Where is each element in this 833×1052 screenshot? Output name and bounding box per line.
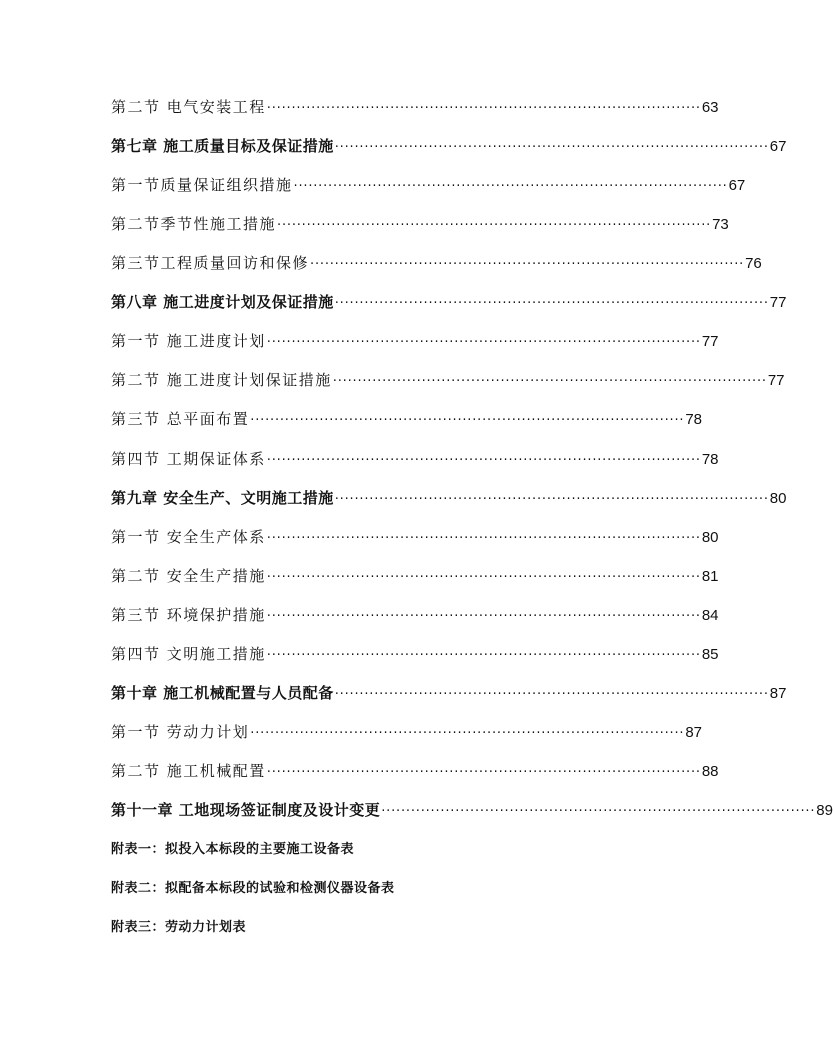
- leader-dots: ························································································: [334, 687, 769, 702]
- toc-entry-title: 第三节 环境保护措施: [111, 606, 266, 624]
- appendix-title: 附表二：拟配备本标段的试验和检测仪器设备表: [111, 881, 395, 896]
- toc-entry[interactable]: [111, 527, 719, 549]
- toc-entry-title: 第二节 施工进度计划保证措施: [111, 371, 332, 389]
- leader-dots: ························································································: [266, 101, 701, 116]
- leader-dots: ························································································: [266, 570, 701, 585]
- appendix-title: 附表三：劳动力计划表: [111, 920, 247, 935]
- toc-entry-title: 第八章 施工进度计划及保证措施: [111, 293, 334, 311]
- toc-entry-page: 89: [816, 802, 833, 819]
- toc-entry-title: 第三节 总平面布置: [111, 410, 250, 428]
- leader-dots: ························································································: [266, 648, 701, 663]
- toc-entry[interactable]: [111, 331, 719, 353]
- toc-chapter-entry[interactable]: [111, 683, 787, 705]
- leader-dots: ························································································: [381, 804, 816, 819]
- toc-entry[interactable]: [111, 97, 719, 119]
- toc-entry-page: 78: [701, 451, 719, 468]
- toc-chapter-entry[interactable]: [111, 292, 787, 314]
- toc-entry-title: 第一节质量保证组织措施: [111, 176, 293, 194]
- leader-dots: ························································································: [334, 140, 769, 155]
- toc-entry-page: 67: [769, 138, 787, 155]
- leader-dots: ························································································: [266, 335, 701, 350]
- toc-entry-title: 第二节 安全生产措施: [111, 567, 266, 585]
- toc-entry-title: 第一节 劳动力计划: [111, 723, 250, 741]
- toc-chapter-entry[interactable]: [111, 136, 787, 158]
- toc-entry-title: 第一节 安全生产体系: [111, 528, 266, 546]
- toc-entry-title: 第二节 电气安装工程: [111, 98, 266, 116]
- toc-entry[interactable]: [111, 214, 729, 236]
- leader-dots: ························································································: [334, 492, 769, 507]
- toc-entry-page: 77: [767, 372, 785, 389]
- toc-entry-title: 第四节 工期保证体系: [111, 450, 266, 468]
- leader-dots: ························································································: [266, 453, 701, 468]
- toc-entry-title: 第四节 文明施工措施: [111, 645, 266, 663]
- toc-entry[interactable]: [111, 566, 719, 588]
- toc-entry-page: 81: [701, 568, 719, 585]
- toc-entry-page: 84: [701, 607, 719, 624]
- leader-dots: ························································································: [250, 413, 685, 428]
- toc-entry[interactable]: [111, 175, 746, 197]
- toc-entry-title: 第三节工程质量回访和保修: [111, 254, 310, 272]
- toc-entry-page: 87: [769, 685, 787, 702]
- leader-dots: ························································································: [310, 257, 745, 272]
- toc-entry-page: 63: [701, 99, 719, 116]
- toc-entry-page: 76: [745, 255, 762, 272]
- toc-entry-title: 第一节 施工进度计划: [111, 332, 266, 350]
- toc-entry-page: 80: [701, 529, 719, 546]
- toc-entry-page: 87: [685, 724, 703, 741]
- toc-entry-title: 第十章 施工机械配置与人员配备: [111, 684, 334, 702]
- toc-entry-page: 73: [712, 216, 729, 233]
- toc-entry[interactable]: [111, 253, 762, 275]
- toc-entry-page: 80: [769, 490, 787, 507]
- leader-dots: ························································································: [250, 726, 685, 741]
- toc-entry-page: 77: [769, 294, 787, 311]
- leader-dots: ························································································: [277, 218, 712, 233]
- toc-entry-page: 85: [701, 646, 719, 663]
- toc-entry[interactable]: [111, 409, 703, 431]
- toc-entry[interactable]: [111, 449, 719, 471]
- appendix-entry[interactable]: [111, 918, 246, 938]
- leader-dots: ························································································: [266, 765, 701, 780]
- leader-dots: ························································································: [293, 179, 728, 194]
- toc-entry-title: 第七章 施工质量目标及保证措施: [111, 137, 334, 155]
- toc-entry-title: 第九章 安全生产、文明施工措施: [111, 489, 334, 507]
- toc-entry[interactable]: [111, 761, 719, 783]
- toc-entry-title: 第十一章 工地现场签证制度及设计变更: [111, 801, 381, 819]
- toc-entry[interactable]: [111, 722, 703, 744]
- toc-entry-page: 77: [701, 333, 719, 350]
- toc-entry[interactable]: [111, 605, 719, 627]
- leader-dots: ························································································: [266, 609, 701, 624]
- toc-chapter-entry[interactable]: [111, 488, 787, 510]
- toc-entry-title: 第二节季节性施工措施: [111, 215, 277, 233]
- appendix-entry[interactable]: [111, 879, 395, 899]
- toc-entry-page: 88: [701, 763, 719, 780]
- toc-entry[interactable]: [111, 370, 785, 392]
- toc-entry-page: 67: [728, 177, 746, 194]
- toc-entry-title: 第二节 施工机械配置: [111, 762, 266, 780]
- appendix-title: 附表一：拟投入本标段的主要施工设备表: [111, 842, 355, 857]
- toc-entry-page: 78: [685, 411, 703, 428]
- toc-entry[interactable]: [111, 644, 719, 666]
- appendix-entry[interactable]: [111, 840, 354, 860]
- leader-dots: ························································································: [332, 374, 767, 389]
- toc-chapter-entry[interactable]: [111, 800, 833, 822]
- leader-dots: ························································································: [334, 296, 769, 311]
- leader-dots: ························································································: [266, 531, 701, 546]
